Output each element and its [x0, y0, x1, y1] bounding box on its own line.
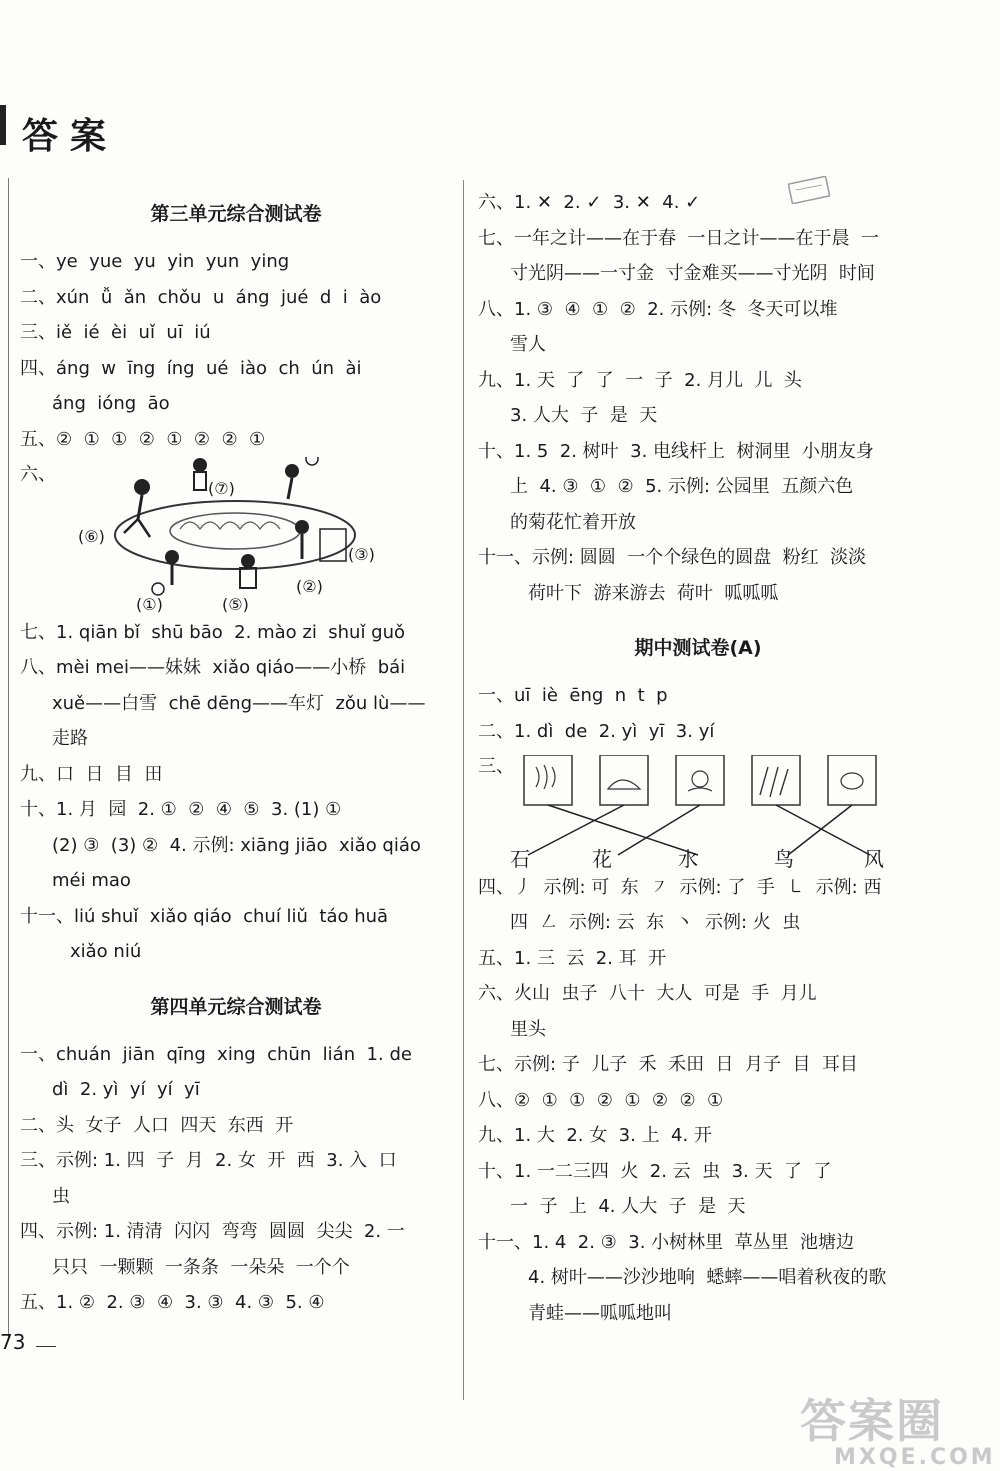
- answer-line: 一、chuán jiān qīng xing chūn lián 1. de: [20, 1043, 412, 1065]
- answer-line: 九、口 日 目 田: [20, 763, 163, 785]
- answer-line: 七、一年之计——在于春 一日之计——在于晨 一: [478, 227, 879, 249]
- answer-line: méi mao: [52, 870, 131, 891]
- answer-line: 四、示例: 1. 清清 闪闪 弯弯 圆圆 尖尖 2. 一: [20, 1221, 405, 1242]
- answer-line: 里头: [510, 1018, 546, 1040]
- left-column: [20, 185, 452, 1321]
- watermark: [800, 1385, 996, 1470]
- pic-label: 石: [510, 846, 530, 871]
- answer-line: 八、② ① ① ② ① ② ② ①: [478, 1089, 724, 1111]
- page-number: 73: [0, 1330, 26, 1354]
- answer-line: 九、1. 大 2. 女 3. 上 4. 开: [478, 1125, 712, 1146]
- answer-line: 寸光阴——一寸金 寸金难买——寸光阴 时间: [510, 263, 875, 284]
- answer-line: 3. 人大 子 是 天: [510, 405, 658, 426]
- answer-line: 4. 树叶——沙沙地响 蟋蟀——唱着秋夜的歌: [528, 1267, 887, 1288]
- answer-line: 五、1. ② 2. ③ ④ 3. ③ 4. ③ 5. ④: [20, 1292, 325, 1313]
- answer-line: 四、丿 示例: 可 东 ㇇ 示例: 了 手 ㇄ 示例: 西: [478, 876, 882, 898]
- answer-line: 九、1. 天 了 了 一 子 2. 月儿 儿 头: [478, 369, 802, 391]
- answer-line: 十一、liú shuǐ xiǎo qiáo chuí liǔ táo huā: [20, 905, 389, 927]
- answer-line: 三、iě ié èi uǐ uī iú: [20, 322, 211, 343]
- unit3-title: 第三单元综合测试卷: [150, 203, 322, 225]
- answer-line: 六、1. ✕ 2. ✓ 3. ✕ 4. ✓: [478, 192, 701, 213]
- answer-line: 六、: [20, 464, 56, 485]
- fig-label: (⑤): [222, 594, 249, 614]
- answer-line: 三、示例: 1. 四 子 月 2. 女 开 西 3. 入 口: [20, 1150, 397, 1171]
- answer-line: 三、: [478, 756, 514, 777]
- answer-line: 一、uī iè ēng n t p: [478, 685, 668, 706]
- answer-line: 八、1. ③ ④ ① ② 2. 示例: 冬 冬天可以堆: [478, 298, 838, 320]
- answer-line: 一、ye yue yu yin yun ying: [20, 251, 290, 272]
- fig-label: (⑥): [78, 526, 105, 546]
- children-illustration: [80, 457, 452, 617]
- answer-line: 二、xún ǚ ǎn chǒu u áng jué d i ào: [20, 286, 382, 308]
- answer-line: 只只 一颗颗 一条条 一朵朵 一个个: [52, 1256, 350, 1278]
- answer-line: 十一、1. 4 2. ③ 3. 小树林里 草丛里 池塘边: [478, 1231, 855, 1253]
- page-title: 答案: [22, 115, 119, 157]
- answer-line: 十、1. 月 园 2. ① ② ④ ⑤ 3. (1) ①: [20, 799, 342, 820]
- answer-line: áng ióng āo: [52, 393, 170, 414]
- answer-line: 七、1. qiān bǐ shū bāo 2. mào zi shuǐ guǒ: [20, 621, 406, 643]
- page-number-dash: [36, 1346, 56, 1347]
- matching-figure: [478, 755, 918, 870]
- answer-line: dì 2. yì yí yí yī: [52, 1079, 200, 1100]
- column-divider: [463, 180, 464, 1400]
- fig-label: (②): [296, 576, 323, 596]
- answer-line: xuě——白雪 chē dēng——车灯 zǒu lù——: [52, 692, 426, 714]
- pic-label: 风: [864, 846, 884, 871]
- answer-line: 虫: [52, 1185, 70, 1207]
- answer-line: 五、② ① ① ② ① ② ② ①: [20, 428, 266, 450]
- header-bar: [0, 105, 6, 145]
- answer-line: 上 4. ③ ① ② 5. 示例: 公园里 五颜六色: [510, 476, 854, 497]
- pic-label: 鸟: [774, 846, 794, 871]
- fig-label: (③): [348, 544, 375, 564]
- fig-label: (⑦): [208, 478, 235, 498]
- answer-line: 走路: [52, 728, 88, 749]
- answer-line: 十、1. 一二三四 火 2. 云 虫 3. 天 了 了: [478, 1160, 832, 1182]
- answer-line: 一 子 上 4. 人大 子 是 天: [510, 1196, 746, 1217]
- pic-label: 花: [592, 846, 612, 871]
- pic-label: 水: [678, 846, 698, 871]
- answer-line: 十一、示例: 圆圆 一个个绿色的圆盘 粉红 淡淡: [478, 547, 867, 568]
- answer-line: 二、1. dì de 2. yì yī 3. yí: [478, 720, 715, 742]
- answer-line: 荷叶下 游来游去 荷叶 呱呱呱: [528, 582, 779, 604]
- answer-line: 七、示例: 子 儿子 禾 禾田 日 月子 目 耳目: [478, 1054, 858, 1075]
- fig-label: (①): [136, 594, 163, 614]
- matching-pictures: [478, 755, 918, 870]
- answer-line: (2) ③ (3) ② 4. 示例: xiāng jiāo xiǎo qiáo: [52, 834, 421, 856]
- watermark-url: MXQE.COM: [834, 1445, 996, 1470]
- left-margin-rule: [8, 178, 9, 1338]
- answer-line: 四、áng w īng íng ué iào ch ún ài: [20, 357, 362, 379]
- answer-line: 雪人: [510, 334, 546, 355]
- answer-line: 的菊花忙着开放: [510, 511, 636, 533]
- unit4-title: 第四单元综合测试卷: [150, 995, 322, 1018]
- answer-line: xiǎo niú: [70, 941, 142, 962]
- answer-line: 五、1. 三 云 2. 耳 开: [478, 947, 667, 969]
- answer-line: 八、mèi mei——妹妹 xiǎo qiáo——小桥 bái: [20, 657, 406, 678]
- midterm-title: 期中测试卷(A): [634, 637, 762, 659]
- answer-line: 四 ㇜ 示例: 云 东 丶 示例: 火 虫: [510, 912, 801, 933]
- watermark-logo: 答案圈: [800, 1394, 944, 1448]
- answer-line: 二、头 女子 人口 四天 东西 开: [20, 1114, 294, 1136]
- answer-line: 六、火山 虫子 八十 大人 可是 手 月儿: [478, 983, 817, 1004]
- right-column: [478, 185, 918, 1331]
- answer-line: 青蛙——呱呱地叫: [528, 1302, 672, 1324]
- answer-line: 十、1. 5 2. 树叶 3. 电线杆上 树洞里 小朋友身: [478, 440, 874, 462]
